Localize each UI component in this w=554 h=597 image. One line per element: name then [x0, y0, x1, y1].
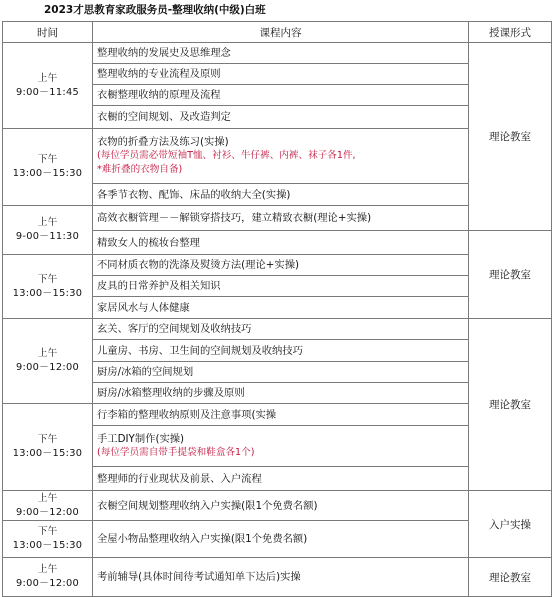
course-item: 行李箱的整理收纳原则及注意事项(实操	[93, 404, 469, 426]
course-item: 家居风水与人体健康	[93, 297, 469, 319]
course-item: 考前辅导(具体时间待考试通知单下达后)实操	[93, 558, 469, 597]
table-row	[3, 491, 552, 521]
course-item-note: (每位学员需必带短袖T恤、衬衫、牛仔裤、内裤、袜子各1件,	[97, 150, 356, 161]
time-cell	[3, 319, 93, 404]
course-item-note: *难折叠的衣物自备)	[97, 164, 183, 175]
form-cell: 入户实操	[469, 491, 552, 558]
course-item-title: 衣物的折叠方法及练习(实操)	[97, 136, 229, 148]
time-hours: 9:00－11:45	[15, 86, 80, 98]
time-cell	[3, 43, 93, 129]
course-item: 玄关、客厅的空间规划及收纳技巧	[93, 319, 469, 340]
time-hours: 9:00－12:00	[15, 506, 80, 518]
time-period: 上午	[37, 348, 58, 359]
course-item: 精致女人的梳妆台整理	[93, 231, 469, 255]
time-period: 下午	[37, 526, 58, 537]
time-period: 下午	[37, 273, 58, 285]
time-hours: 9:00－12:00	[15, 362, 80, 373]
course-item: 儿童房、书房、卫生间的空间规划及收纳技巧	[93, 340, 469, 362]
course-item: 厨房/冰箱的空间规划	[93, 362, 469, 383]
course-item-title: 手工DIY制作(实操)	[97, 433, 185, 445]
time-period: 下午	[37, 434, 58, 445]
time-period: 上午	[37, 564, 58, 575]
course-item: 整理师的行业现状及前景、入户流程	[93, 467, 469, 491]
course-item: 衣橱空间规划整理收纳入户实操(限1个免费名额)	[93, 491, 469, 521]
form-cell: 理论教室	[469, 43, 552, 231]
time-cell	[3, 129, 93, 206]
time-hours: 13:00－15:30	[12, 540, 83, 551]
time-period: 上午	[37, 492, 58, 504]
header-time: 时间	[3, 22, 93, 43]
course-item	[93, 426, 469, 467]
time-hours: 13:00－15:30	[12, 287, 83, 299]
time-period: 下午	[37, 154, 58, 165]
time-cell	[3, 558, 93, 597]
table-row	[3, 558, 552, 597]
header-row	[3, 22, 552, 43]
table-row	[3, 319, 552, 340]
course-item: 皮具的日常养护及相关知识	[93, 276, 469, 297]
header-form: 授课形式	[469, 22, 552, 43]
course-item-note: (每位学员需自带手提袋和鞋盒各1个)	[97, 447, 255, 458]
course-item: 厨房/冰箱整理收纳的步骤及原则	[93, 383, 469, 404]
time-period: 上午	[37, 72, 58, 84]
time-hours: 13:00－15:30	[12, 168, 83, 179]
form-cell: 理论教室	[469, 558, 552, 597]
course-item: 各季节衣物、配饰、床品的收纳大全(实操)	[93, 184, 469, 206]
course-item: 全屋小物品整理收纳入户实操(限1个免费名额)	[93, 521, 469, 558]
time-cell	[3, 255, 93, 319]
header-content: 课程内容	[93, 22, 469, 43]
course-item	[93, 129, 469, 184]
course-item: 不同材质衣物的洗涤及熨烫方法(理论+实操)	[93, 255, 469, 276]
time-hours: 9-00－11:30	[15, 231, 80, 242]
course-item: 衣橱整理收纳的原理及流程	[93, 85, 469, 106]
course-item: 整理收纳的发展史及思维理念	[93, 43, 469, 64]
course-item: 衣橱的空间规划、及改造判定	[93, 106, 469, 129]
form-cell: 理论教室	[469, 231, 552, 319]
time-cell	[3, 521, 93, 558]
page-title: 2023才思教育家政服务员-整理收纳(中级)白班	[44, 4, 266, 16]
table-row	[3, 43, 552, 64]
course-item: 整理收纳的专业流程及原则	[93, 64, 469, 85]
form-cell: 理论教室	[469, 319, 552, 491]
time-hours: 13:00－15:30	[12, 448, 83, 459]
course-item: 高效衣橱管理－－解锁穿搭技巧，建立精致衣橱(理论+实操)	[93, 206, 469, 231]
time-hours: 9:00－12:00	[15, 578, 80, 589]
time-cell	[3, 404, 93, 491]
time-cell	[3, 206, 93, 255]
time-period: 上午	[37, 217, 58, 228]
time-cell	[3, 491, 93, 521]
schedule-table	[2, 21, 552, 597]
